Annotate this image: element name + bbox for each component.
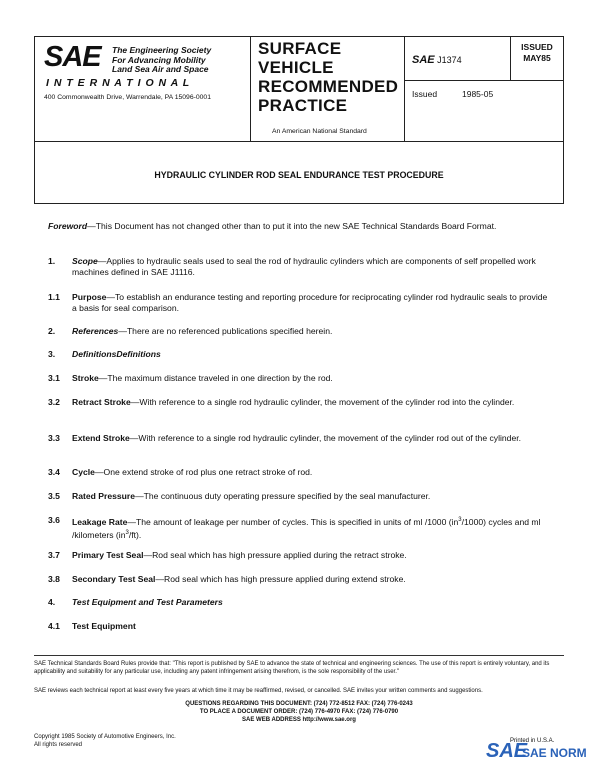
s2-text: —There are no referenced publications specified herein. bbox=[118, 326, 333, 336]
society-line-2: For Advancing Mobility bbox=[112, 54, 206, 65]
s38-label: Secondary Test Seal bbox=[72, 574, 156, 584]
footer-rights: All rights reserved bbox=[34, 742, 83, 748]
s37-para bbox=[72, 550, 554, 561]
s31-label: Stroke bbox=[72, 373, 99, 383]
foreword-text: —This Document has not changed other than to put it into the new SAE Technical Standards Board Format. bbox=[87, 221, 497, 231]
doc-type bbox=[258, 39, 398, 115]
s33-num: 3.3 bbox=[48, 433, 60, 443]
s11-label: Purpose bbox=[72, 292, 107, 302]
issued-date: 1985-05 bbox=[462, 89, 494, 99]
doc-type-line-2: VEHICLE bbox=[258, 58, 334, 77]
s37-text: —Rod seal which has high pressure applied during the retract stroke. bbox=[143, 550, 407, 560]
s31-text: —The maximum distance traveled in one direction by the rod. bbox=[98, 373, 333, 383]
s41-label: Test Equipment bbox=[72, 621, 136, 631]
s33-text: —With reference to a single rod hydraulic cylinder, the movement of the cylinder rod out of the cylinder. bbox=[129, 433, 522, 443]
s32-label: Retract Stroke bbox=[72, 397, 131, 407]
doc-number bbox=[412, 54, 462, 66]
s38-num: 3.8 bbox=[48, 574, 60, 584]
footer-contact bbox=[34, 700, 564, 724]
doc-number-value: J1374 bbox=[437, 55, 462, 65]
watermark-sae-icon: SAE bbox=[486, 740, 528, 762]
s11-text: —To establish an endurance testing and reporting procedure for reciprocating cylinder rod hydraulic seals to provide a basis for seal comparison. bbox=[72, 292, 548, 313]
s38-para bbox=[72, 574, 554, 585]
s36-sup-1: 3 bbox=[458, 517, 462, 523]
foreword-label: Foreword bbox=[48, 221, 88, 231]
footer-web: SAE WEB ADDRESS http://www.sae.org bbox=[242, 717, 356, 723]
doc-type-line-4: PRACTICE bbox=[258, 96, 348, 115]
issued-row bbox=[412, 89, 507, 99]
status-box bbox=[510, 42, 564, 64]
s34-para bbox=[72, 467, 554, 478]
s32-text: —With reference to a single rod hydraulic cylinder, the movement of the cylinder rod into the cylinder. bbox=[130, 397, 515, 407]
s36-text-c: /ft). bbox=[128, 529, 142, 540]
s1-label: Scope bbox=[72, 256, 98, 266]
s36-label: Leakage Rate bbox=[72, 516, 128, 527]
s36-num: 3.6 bbox=[48, 515, 60, 525]
sae-logo: SAE bbox=[44, 41, 101, 73]
s34-num: 3.4 bbox=[48, 467, 60, 477]
sae-norm-watermark bbox=[486, 740, 594, 770]
s41-num: 4.1 bbox=[48, 621, 60, 631]
footer-policy-1: SAE Technical Standards Board Rules provide that: "This report is published by SAE to advance the state of technical and engineering sciences. The use of this report is entirely voluntary, and its applicability and suitability for any particular use, including any patent infringement arising therefrom, is the sole responsibility of the user." bbox=[34, 661, 550, 675]
s3-label: DefinitionsDefinitions bbox=[72, 349, 161, 359]
s1-num: 1. bbox=[48, 256, 56, 266]
doc-number-prefix: SAE bbox=[412, 54, 435, 66]
s36-text-b: /1000) cycles and ml /kilometers (in bbox=[72, 516, 541, 540]
s35-label: Rated Pressure bbox=[72, 491, 136, 501]
international-label: I N T E R N A T I O N A L bbox=[46, 77, 191, 89]
s36-sup-2: 3 bbox=[125, 529, 129, 536]
s2-label: References bbox=[72, 326, 119, 336]
s34-label: Cycle bbox=[72, 467, 95, 477]
footer-questions: QUESTIONS REGARDING THIS DOCUMENT: (724) 772-8512 FAX: (724) 776-0243 bbox=[185, 701, 413, 707]
address: 400 Commonwealth Drive, Warrendale, PA 15096-0001 bbox=[44, 94, 211, 101]
s4-num: 4. bbox=[48, 597, 56, 607]
s34-text: —One extend stroke of rod plus one retract stroke of rod. bbox=[94, 467, 313, 477]
society-tagline bbox=[112, 46, 211, 75]
s3-num: 3. bbox=[48, 349, 56, 359]
footer-rule bbox=[34, 655, 564, 656]
s4-label: Test Equipment and Test Parameters bbox=[72, 597, 223, 607]
footer-printed: Printed in U.S.A. bbox=[510, 738, 555, 744]
doc-type-line-1: SURFACE bbox=[258, 39, 342, 58]
doc-type-line-3: RECOMMENDED bbox=[258, 77, 399, 96]
s33-para bbox=[72, 433, 554, 444]
s36-para bbox=[72, 515, 554, 541]
footer-order: TO PLACE A DOCUMENT ORDER: (724) 776-4970 FAX: (724) 776-0790 bbox=[199, 709, 399, 715]
s11-para bbox=[72, 292, 554, 314]
s38-text: —Rod seal which has high pressure applied during extend stroke. bbox=[155, 574, 406, 584]
s31-num: 3.1 bbox=[48, 373, 60, 383]
status-line-2: MAY85 bbox=[523, 53, 551, 63]
s37-num: 3.7 bbox=[48, 550, 60, 560]
header-divider-1 bbox=[250, 36, 251, 142]
society-line-1: The Engineering Society bbox=[112, 45, 212, 55]
watermark-text: SAE NORM bbox=[522, 746, 587, 760]
s33-label: Extend Stroke bbox=[72, 433, 130, 443]
s37-label: Primary Test Seal bbox=[72, 550, 144, 560]
status-line-1: ISSUED bbox=[521, 42, 553, 52]
s35-num: 3.5 bbox=[48, 491, 60, 501]
footer-copyright: Copyright 1985 Society of Automotive Engineers, Inc. bbox=[34, 734, 176, 740]
document-title: HYDRAULIC CYLINDER ROD SEAL ENDURANCE TEST PROCEDURE bbox=[154, 170, 444, 180]
s32-para bbox=[72, 397, 554, 408]
footer-policy-2: SAE reviews each technical report at least every five years at which time it may be reaffirmed, revised, or cancelled. SAE invites your written comments and suggestions. bbox=[34, 688, 483, 694]
issued-label: Issued bbox=[412, 89, 438, 99]
ans-note: An American National Standard bbox=[272, 128, 367, 135]
s32-num: 3.2 bbox=[48, 397, 60, 407]
s35-text: —The continuous duty operating pressure specified by the seal manufacturer. bbox=[135, 491, 431, 501]
s2-num: 2. bbox=[48, 326, 56, 336]
society-line-3: Land Sea Air and Space bbox=[112, 64, 209, 74]
s35-para bbox=[72, 491, 554, 502]
header-divider-2 bbox=[404, 36, 405, 142]
s1-text: —Applies to hydraulic seals used to seal the rod of hydraulic cylinders which are components of self propelled work machines defined in SAE J1116. bbox=[72, 256, 536, 277]
s11-num: 1.1 bbox=[48, 292, 60, 302]
s2-para bbox=[72, 326, 554, 337]
header-divider-h bbox=[404, 80, 564, 81]
s36-text-a: —The amount of leakage per number of cycles. This is specified in units of ml /1000 (in bbox=[127, 516, 459, 527]
s31-para bbox=[72, 373, 554, 384]
s1-para bbox=[72, 256, 554, 278]
foreword bbox=[48, 221, 558, 232]
